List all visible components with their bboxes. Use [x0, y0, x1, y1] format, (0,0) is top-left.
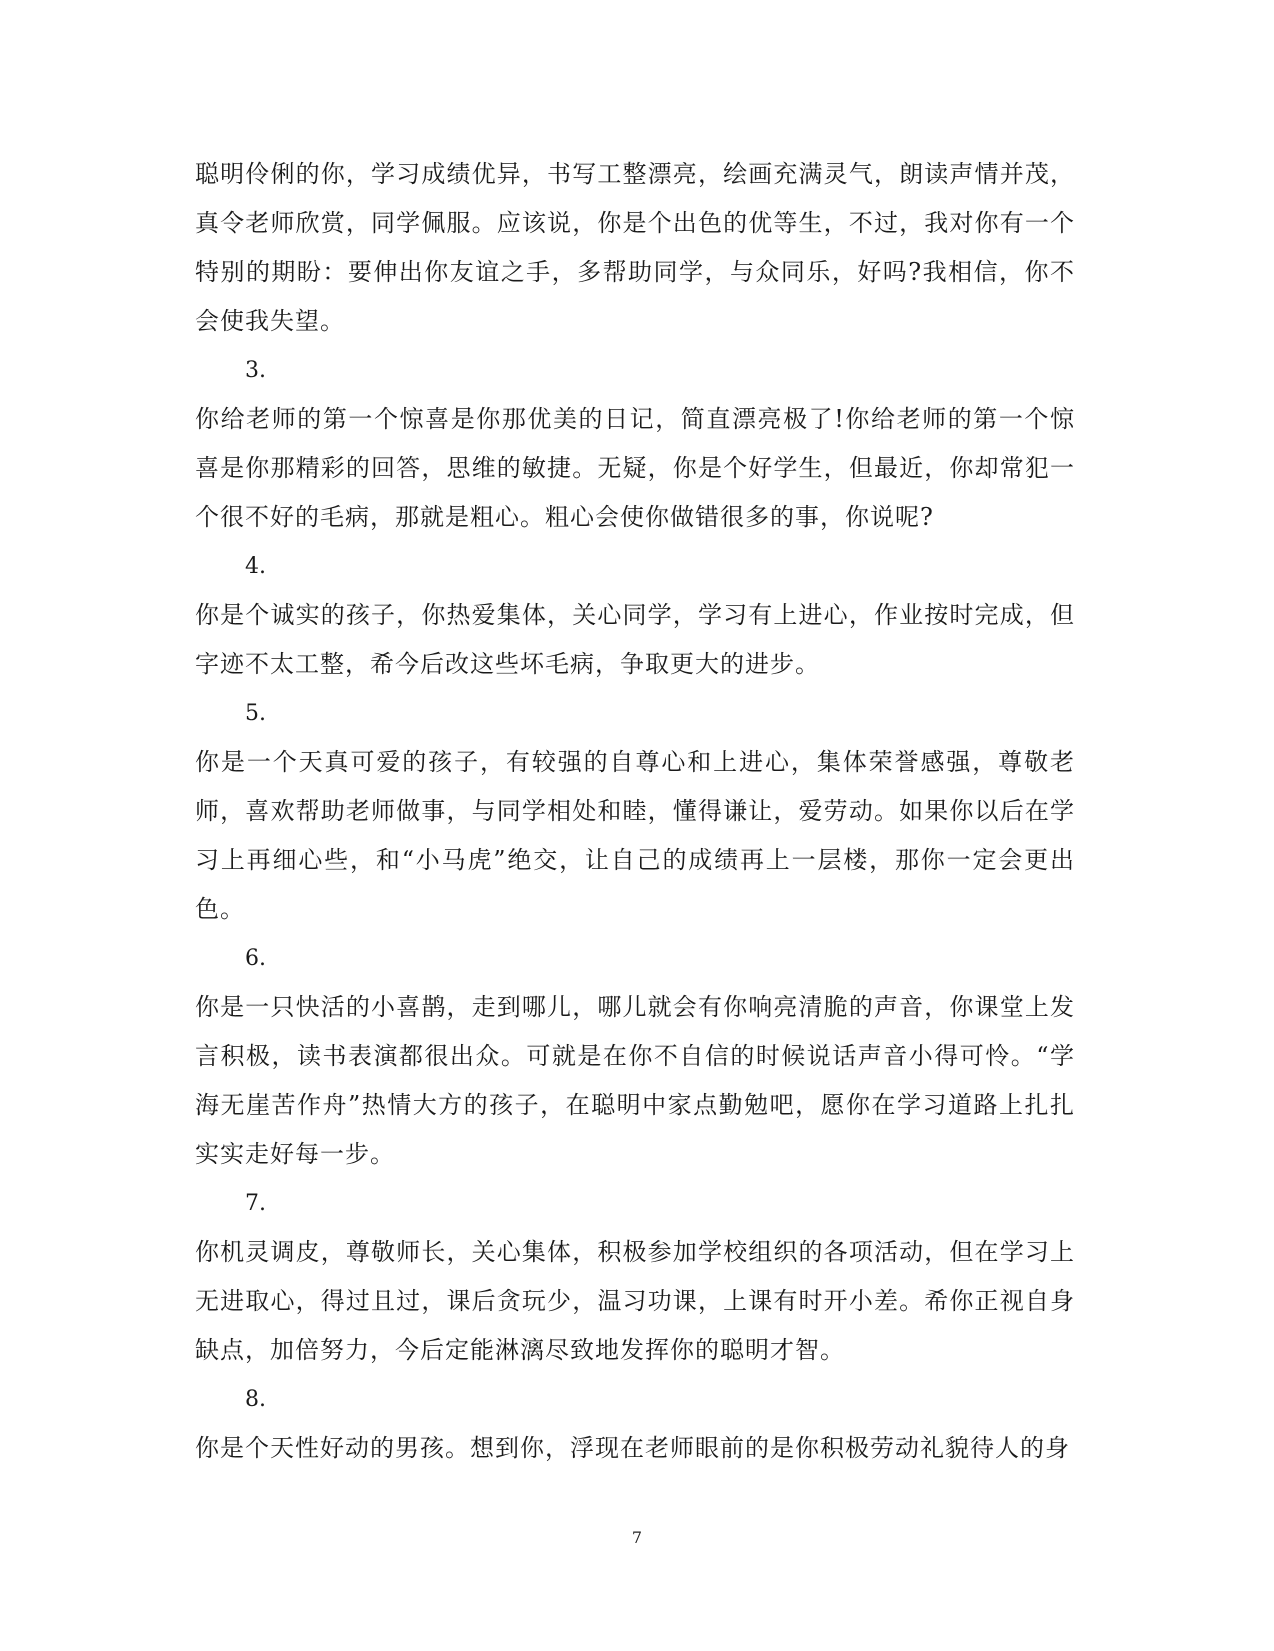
comment-number: 6. [245, 946, 266, 971]
comment-paragraph: 你是个天性好动的男孩。想到你，浮现在老师眼前的是你积极劳动礼貌待人的身 [195, 1434, 1070, 1462]
comment-number: 3. [245, 358, 266, 383]
comment-number: 5. [245, 701, 266, 726]
page-number: 7 [631, 1528, 643, 1547]
comment-paragraph: 你给老师的第一个惊喜是你那优美的日记，简直漂亮极了!你给老师的第一个惊喜是你那精彩的回答，思维的敏捷。无疑，你是个好学生，但最近，你却常犯一个很不好的毛病，那就是粗心。粗心会使你做错很多的事，你说呢? [195, 405, 1075, 531]
comment-paragraph: 聪明伶俐的你，学习成绩优异，书写工整漂亮，绘画充满灵气，朗读声情并茂，真令老师欣赏，同学佩服。应该说，你是个出色的优等生，不过，我对你有一个特别的期盼：要伸出你友谊之手，多帮助同学，与众同乐，好吗?我相信，你不会使我失望。 [195, 160, 1075, 335]
comment-number: 8. [245, 1387, 266, 1412]
comment-paragraph: 你是个诚实的孩子，你热爱集体，关心同学，学习有上进心，作业按时完成，但字迹不太工整，希今后改这些坏毛病，争取更大的进步。 [195, 601, 1075, 678]
comment-number: 7. [245, 1191, 266, 1216]
comment-paragraph: 你机灵调皮，尊敬师长，关心集体，积极参加学校组织的各项活动，但在学习上无进取心，得过且过，课后贪玩少，温习功课，上课有时开小差。希你正视自身缺点，加倍努力，今后定能淋漓尽致地发挥你的聪明才智。 [195, 1238, 1075, 1364]
comment-number: 4. [245, 554, 266, 579]
comment-paragraph: 你是一个天真可爱的孩子，有较强的自尊心和上进心，集体荣誉感强，尊敬老师，喜欢帮助老师做事，与同学相处和睦，懂得谦让，爱劳动。如果你以后在学习上再细心些，和“小马虎”绝交，让自己的成绩再上一层楼，那你一定会更出色。 [195, 748, 1075, 923]
comment-paragraph: 你是一只快活的小喜鹊，走到哪儿，哪儿就会有你响亮清脆的声音，你课堂上发言积极，读书表演都很出众。可就是在你不自信的时候说话声音小得可怜。“学海无崖苦作舟”热情大方的孩子，在聪明中家点勤勉吧，愿你在学习道路上扎扎实实走好每一步。 [195, 993, 1075, 1168]
document-body [195, 150, 1075, 1473]
